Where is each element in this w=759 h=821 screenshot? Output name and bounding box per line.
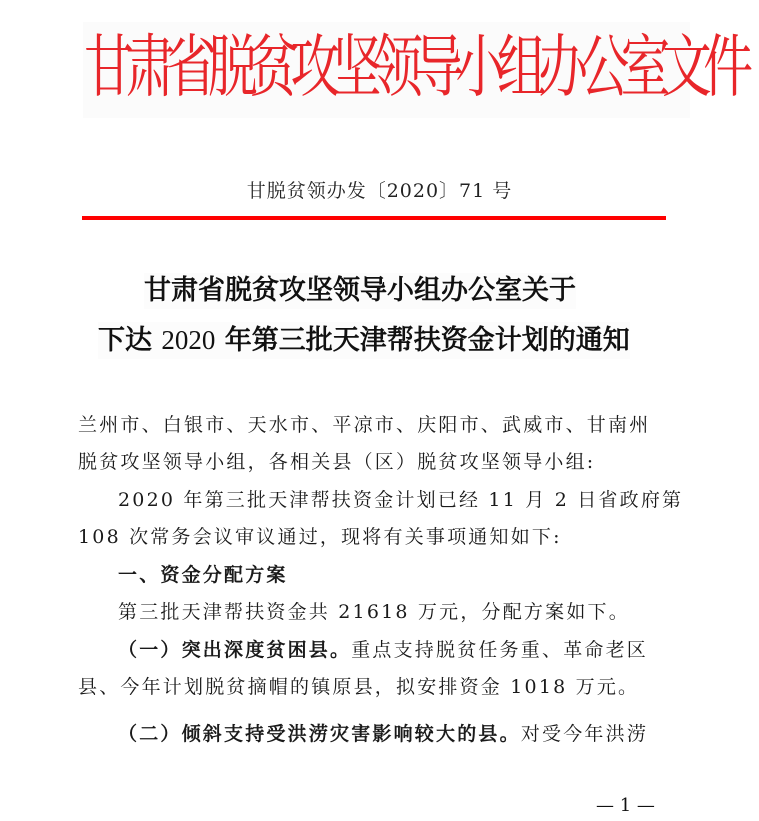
paragraph-1-line-1: 2020 年第三批天津帮扶资金计划已经 11 月 2 日省政府第 [118, 489, 684, 511]
item-2-heading: （二）倾斜支持受洪涝灾害影响较大的县。 [118, 723, 521, 745]
document-title-line-2 [98, 322, 630, 359]
item-2-text: 对受今年洪涝 [520, 723, 649, 745]
issuing-authority-title: 甘肃省脱贫攻坚领导小组办公室文件 [84, 29, 745, 106]
title-line-2-prefix: 下达 [98, 325, 162, 356]
section-1-text: 第三批天津帮扶资金共 21618 万元，分配方案如下。 [118, 601, 630, 623]
item-2-line-1 [118, 721, 718, 747]
document-title-line-1: 甘肃省脱贫攻坚领导小组办公室关于 [144, 273, 576, 309]
document-number: 甘脱贫领办发〔2020〕71 号 [246, 180, 513, 202]
title-line-2-suffix: 年第三批天津帮扶资金计划的通知 [215, 325, 630, 356]
item-1-line-1 [118, 637, 718, 663]
paragraph-1-line-2: 108 次常务会议审议通过，现将有关事项通知如下: [78, 526, 562, 548]
item-1-text: 重点支持脱贫任务重、革命老区 [351, 639, 649, 661]
title-line-2-year: 2020 [161, 325, 216, 355]
item-1-heading: （一）突出深度贫困县。 [118, 639, 352, 661]
section-1-heading: 一、资金分配方案 [118, 564, 288, 586]
recipients-line-1: 兰州市、白银市、天水市、平凉市、庆阳市、武威市、甘南州 [78, 414, 651, 436]
recipients-line-2: 脱贫攻坚领导小组，各相关县（区）脱贫攻坚领导小组: [78, 451, 596, 473]
red-divider-rule [82, 216, 666, 220]
item-1-line-2: 县、今年计划脱贫摘帽的镇原县，拟安排资金 1018 万元。 [78, 676, 640, 698]
page-number: — 1 — [596, 795, 655, 816]
